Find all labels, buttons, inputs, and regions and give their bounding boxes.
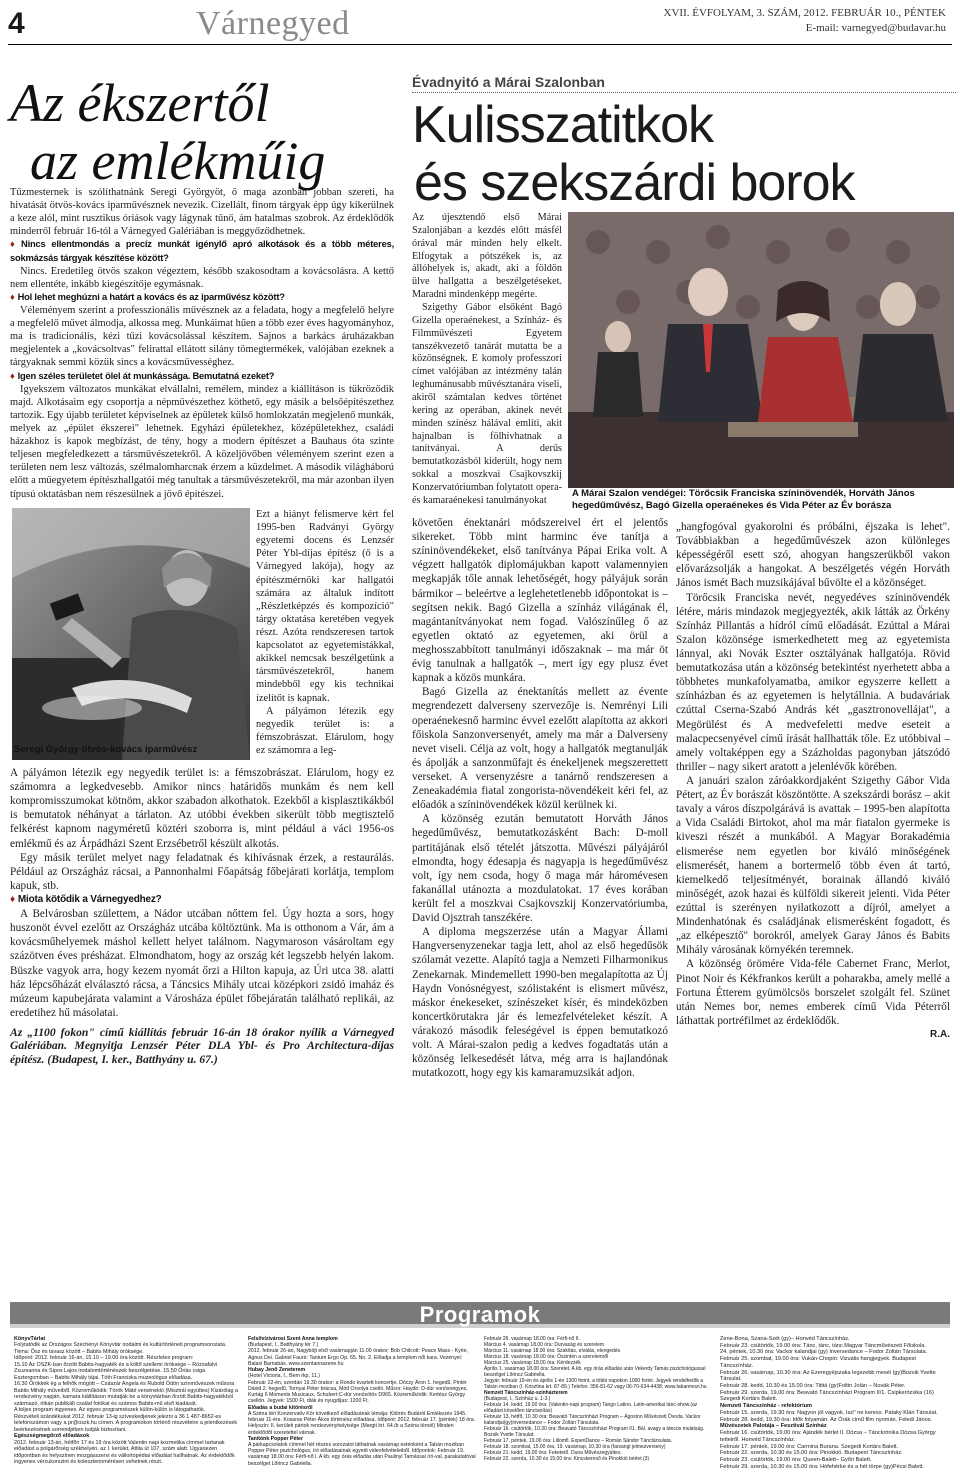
program-heading: Felsővízivárosi Szent Anna templom xyxy=(248,1336,338,1342)
diamond-icon: ♦ xyxy=(10,239,19,250)
page-number: 4 xyxy=(8,7,25,40)
program-item xyxy=(484,1426,712,1438)
answer: A Belvárosban születtem, a Nádor utcában nőttem fel. Úgy hozta a sors, hogy huszonöt évvel ezelőtt az Országház utcába költöztünk. Ma is otthonom a Vár, ám a kovácsműhelyemek máshol kellett helyet találnom. Nagymaroson vásároltam egy százötven éves présházat. Elmondhatom, hogy az ország két legszebb helyén lakom. Büszke vagyok arra, hogy kezem nyomát őrzi a Hilton kapuja, az Úri utca 38. alatti ház lépcsőházát elválasztó rácsa, a Táncsics Mihály utcai középkori zsidó imaház és múzeum kapubejárata valamint a Városháza épület főbejáratán található replikái, az eredetihez hű másolatai. xyxy=(10,908,394,1019)
paragraph: Ezt a hiányt felismerve kért fel 1995-ben Radványi György egyetemi docens és Lenzsér Péter Ybl-díjas építész (ő is a Várnegyed lakója), hogy az építészmérnöki kar hallgatói számára az általuk indított „Részletképzés és kompozíció" tárgy oktatása keretében vegyek részt. Azóta rendszeresen tartok kapcsolatot az egyetemistákkal, akikkel nemcsak beszélgetünk a társművészetekről, hanem mindebből egy kis technikai ízelítőt is kapnak. xyxy=(256,509,394,704)
program-text: Február 23. csütörtök, 19.00 óra: Tánc, tánc, tánc.Magyar Táncművészeti Főiskola. xyxy=(720,1342,926,1349)
program-text: Február 22-én, szerdán 19.30 órakor: a Rondo kvartett koncertje. Dóczy Áron 1. hegedű, Pintér Dávid 2. hegedű, Tornyai Péter brácsa, Mód Orsolya cselló. Műsor: Haydn: D-dúr vonósnégyes, Kurtág 6 Moments Musicaux, Schubert:C-dúr vonósötös D965. Közreműködik: Kertész György csellón. Jegyek: 1500 Ft, diák és nyugdíjas: 1200 Ft. xyxy=(248,1379,468,1405)
paragraph: A közönség ezután bemutatott Horváth János hegedűművész, bemutatkozásként Bach: D-moll partitájának első tételét játszotta. Művészi pályájáról elmondta, hogy édesapja és nagyapja is hegedűművész volt, így nem csoda, hogy ő maga már háromévesen fakanállal utánozta a mozdulatokat. 17 éves korában került fel a moszkvai Csajkovszkij Konzervatóriumba, David Ojsztrah tanszékére. xyxy=(412,813,668,925)
program-text: Február 26. vasárnap, 10.30 óra: Az Ezeregyéjszaka legszebb meséi (gy)Bozsik Yvette Társulat. xyxy=(720,1369,936,1383)
program-text: Február 29. szerda, 19.00 óra: Beavató Táncszínházi Program II/1. Csipkerózsika (16) Szegedi Kortárs Balett. xyxy=(720,1389,934,1403)
program-text: Február 22. szerda, 10.30 és 15.00 óra: Pinokkió. Budapest Táncszínház. xyxy=(720,1450,903,1457)
paragraph: Szigethy Gábor elsőként Bagó Gizella operaénekest, a Színház- és Filmművészeti Egyetem tanszékvezető tanárát mutatta be a közönségnek. E komoly professzori címet valójában az intézmény talán leghumánusabb művésztanára viseli, akiről számtalan kedves történet kering az operában, akinek nevét minden színész hálával említi, akit hajnalban is fölhívhatnak a tanítványai. A derűs bemutatkozásból kiderült, hogy nem sokkal a moszkvai Csajkovszkij Konzervatóriumban folytatott opera- és kamaraénekesi tanulmányokat xyxy=(412,302,562,506)
program-item xyxy=(248,1436,476,1467)
left-article-body-bottom xyxy=(10,766,394,1066)
question: ♦ Miota kötődik a Várnegyedhez? xyxy=(10,893,162,905)
program-text: 2012. február 13-án, hétfőn 17 és 19 óra között Valentin napi kozmetika címmel tartanak előadást a polgárőrség székhelyén, az I. kerület, Attila út 107. szám alatt. Ugyanezen időpontban és helyszínen mozgásszervi és vállortopédiai előadást hallhatnak. Az érdeklődők ingyenes vércukorszint és koleszterinmérésen vehetnek részt. xyxy=(14,1439,235,1466)
program-item xyxy=(720,1390,950,1403)
program-heading: Egészségmegőrző előadások xyxy=(14,1433,90,1440)
signature: R.A. xyxy=(930,1028,950,1040)
program-item xyxy=(720,1444,950,1451)
program-text: Március 11. vasárnap 18.00 óra: Szakítás, elválás, elengedés xyxy=(484,1348,621,1354)
programs-title: Programok xyxy=(419,1302,541,1327)
program-text: 15.10 Az OSZK-ban őrzött Babits-hagyaték és a költő szellemi öröksége – Rózsafalvi Zsuzsanna és Sipos Lajos irodalomtörténészek beszélgetése. 15.50 Óriás csiga Esztergomban – Babits Mihály tájai. Tóth Franciska muzeológus előadása. xyxy=(14,1361,218,1381)
program-text: 24. péntek, 10.30 óra: Vackor kalandjai (gy) Inversedance – Fodor Zoltán Társulata. xyxy=(720,1349,928,1356)
program-text: A párkapcsolatok címmel hét részes sorozatot láthatnak vasárnap esténként a Tabán moziban Popper Péter pszichológus, író előadásainak egyedi videofelvételeiből. Időpontok: Február 19. vasárnap 18.00 óra: Férfi-nő I. A kb. egy órás előadás után Paulinyi Tamással író-val, parakutatóval beszélget Lőrincz Gabriella. xyxy=(248,1441,476,1467)
program-item xyxy=(14,1433,240,1465)
program-text: Időpont: 2012. február 16-án, 15.10 – 19.00 óra között. Részletes program: xyxy=(14,1355,194,1362)
program-heading: KönyvTárlat xyxy=(14,1336,46,1342)
right-article-column-1 xyxy=(412,516,668,1080)
programs-column-2 xyxy=(248,1336,476,1467)
program-text: Március 4. vasárnap 18.00 óra: Durvaság és szerelem xyxy=(484,1342,605,1348)
programs-column-4 xyxy=(720,1336,950,1470)
issue-info xyxy=(664,6,946,36)
program-item xyxy=(720,1403,950,1416)
programs-column-1 xyxy=(14,1336,240,1466)
paragraph: Egy másik terület melyet nagy feladatnak és kihívásnak érzek, a restaurálás. Például az Országház rácsai, a Pannonhalmi Főapátság főbejárati korlátja, templom kapuk, stb. xyxy=(10,851,394,892)
program-text: Április 1. vasárnap 18.00 óra: Szeretet. A kb. egy órás előadás után Vekerdy Tamás pszichológussal beszélget Lőrincz Gabriella. xyxy=(484,1366,706,1378)
paragraph: „hangfogóval gyakorolni és próbálni, éjszaka is lehet". Továbbiakban a hegedűművészek azon különleges képességéről esett szó, ahogyan hangszerükből vakon elővarázsolják a hangokat. A beszélgetés végén Horváth János ismét Bach muzsikájával bűvölte el a közönséget. xyxy=(676,521,950,590)
program-heading: Nemzeti Táncszínház-színházterem xyxy=(484,1390,568,1396)
program-item xyxy=(720,1370,950,1383)
paragraph: Törőcsik Franciska nevét, negyedéves színinövendék létére, máris mindazok megjegyezték, akik látták az Örkény Színház Pillantás a hídról című előadását. Ezúttal a Márai Szalon közönsége ismerkedhetett meg az egyetemista lánnyal, aki Novák Eszter osztályának hallgatója. Rövid bemutatkozása után a közönség betekintést nyerhetett abba a többhetes munkafolyamatba, amikor egyszerre kellett a színházban és az egyetemen is helytállnia. A budaváriak czúttal Cserna-Szabó András két „gasztronovellájat", a Megörülést és A medvefeletti medve eseteit a malacpecsenyével című írását hallhatták tőle. Ez utóbbival – amely voltaképpen egy a Százholdas pagonyban játszódó thriller – nagy sikert aratott a jelenlévők körében. xyxy=(676,591,950,773)
title-line: Az ékszertől xyxy=(10,73,270,133)
program-item xyxy=(720,1417,950,1424)
program-item xyxy=(248,1405,476,1436)
masthead[interactable]: Várnegyed xyxy=(196,5,350,42)
diamond-icon: ♦ xyxy=(10,370,15,381)
program-heading: Hubay Jenő Zeneterem xyxy=(248,1367,306,1374)
paragraph-start: A pályámon létezik egy negyedik terület is: a fémszobrászat. Elárulom, hogy ez számomra a leg- xyxy=(256,705,394,756)
program-text: A Széna téri Konzervatív Kör következő előadásának témája: Kitörés Budáról Emlékezés 1945. február 11-ére. Kosaras Péter Ákos történész előadása. Időpont: 2012. február 17. (péntek) 18 óra. Helyszín: II. kerületi pártok rendezvényhelyisége (Margit krt. 64./b a Széna térnél) Minden érdeklődőt szeretettel várnak. xyxy=(248,1410,476,1436)
program-text: Február 13, hétfő, 10.30 óra: Beavató Táncszínházi Program – Ágoston Művészeti Óvoda. Vackor kalandjai(gy)inversedance – Fodor Zoltán Társulata. xyxy=(484,1414,701,1426)
program-item xyxy=(14,1414,240,1433)
blacksmith-photo xyxy=(12,508,250,760)
paragraph: követően énektanári módszereivel ért el jelentős sikereket. Több mint harminc éve tanítja a színinövendékeket, első tanítványa Pápai Erika volt. A végzett hallgatók diplomájukban kapott valamennyien megkapják tőle annak lehetőségét, hogy pályájuk során bármikor – beleértve a leglehetetlenebb időpontokat is – segítsen nekik. Bagó Gizella a színház világának él, magántanítványokat nem fogad. Valószínűleg ő az egyetlen oktató az egyetemen, aki örül a meghosszabbított tanulmányi időszaknak – ma már öt évig tanulnak a hallgatók –, mert így egy plusz évet kapnak a közös munkára. xyxy=(412,517,668,685)
blacksmith-photo-caption: Seregi György ötvös-kovács iparművész xyxy=(14,744,198,755)
diamond-icon: ♦ xyxy=(10,291,15,302)
left-article-title xyxy=(10,74,380,190)
program-text: Február 21. kedd, 19.00 óra: Feketető. Duna Művészegyüttes. xyxy=(484,1450,622,1456)
program-text: Február 22. szerda, 10.30 és 15.00 óra: Kincskereső és Pinokkió bérlet (3) xyxy=(484,1456,650,1462)
program-heading: Előadás a budai kitörésről xyxy=(248,1404,313,1411)
program-text: (Hotel Victoria, I., Bem rkp. 11.) xyxy=(248,1373,320,1380)
program-text: Február 17. péntek, 19.00 óra: Carmina Burana. Szegedi Kortárs Balett. xyxy=(720,1443,899,1450)
left-article-body-top xyxy=(10,186,394,501)
program-text: Február 17. péntek, 19.00 óra: Liliomfi. ExperiDance – Román Sándor Tánctársulata. xyxy=(484,1438,673,1444)
program-item xyxy=(248,1336,476,1348)
program-item xyxy=(484,1390,712,1402)
left-article-side-column xyxy=(256,508,394,757)
program-text: Jegyár: február 19-én és április 1-én 1300 forint, a többi napokon 1000 forint. Jegyek rendelhetők a Tabán moziban (I. Krisztina krt. 87-89.) Telefon: 356-81-62 vagy 06-70-634-4438; www.tabanmozi.hu xyxy=(484,1378,707,1390)
program-item xyxy=(720,1423,950,1443)
program-text: Február 28. kedd, 19.30 óra: Idők folyamán. Az Órák című film nyomán. Feledi János. xyxy=(720,1416,933,1423)
program-item xyxy=(484,1402,712,1414)
right-article-kicker: Évadnyitó a Márai Szalonban xyxy=(412,74,956,93)
program-text: Február 28. kedd, 10.30 és 15.00 óra: Tititá (gy)Foltin Jolán – Novák Péter. xyxy=(720,1383,906,1390)
paragraph: A közönség örömére Vida-féle Cabernet Franc, Merlot, Pinot Noir és Kékfrankos került a poharakba, amely mellé a Fortuna Étterem gyümölcsös borszelet szolgált fel. Szünet után Nemes bor, nemes emberek című Vida Péterről láthattak portréfilmet az érdeklődők. xyxy=(676,958,950,1027)
program-text: Február 29. szerda, 10.30 és 15.00 óra: Hófehérke és a hét törpe (gy)Pécsi Balett. xyxy=(720,1463,924,1470)
program-heading: Nemzeti Táncszínház - refektórium xyxy=(720,1403,813,1410)
program-item xyxy=(484,1414,712,1426)
program-text: Március 18. vasárnap 18.00 óra: Őszintén a szerelemről xyxy=(484,1354,609,1360)
header-rule xyxy=(8,44,952,45)
answer: Nincs. Eredetileg ötvös szakon végeztem, később szakosodtam a kovácsolásra. A kettő nem ellentéte, inkább kiegészítője egymásnak. xyxy=(10,265,394,290)
salon-photo-caption: A Márai Szalon vendégei: Törőcsik Franciska színinövendék, Horváth János hegedűművész, Bagó Gizella operaénekes és Vida Péter az Év borásza xyxy=(572,488,915,511)
right-article-intro-column xyxy=(412,212,562,508)
program-text: Február 25. szombat, 19.00 óra: Vukán-Chopin: Vizuális hangjegyek. Budapest Táncszínház. xyxy=(720,1356,916,1369)
salon-guests-photo xyxy=(568,212,954,488)
program-text: Március 25. vasárnap 18.00 óra: Kérdezzék xyxy=(484,1360,581,1366)
program-item xyxy=(248,1348,476,1367)
paragraph: A januári szalon záróakkordjaként Szigethy Gábor Vida Pétert, az Év borászát köszöntötte. A szekszárdi borász – akit tavaly a város díszpolgárává is avattak – 1995-ben alapította a Vida Családi Birtokot, ahol ma már fiatalon gyermeke is kiveszi részét a munkából. A Magyar Borakadémia elismerése nem egyetlen bor kiváló minőségének elismerését, hanem a bortermelő több éven át tartó, kiemelkedő teljesítményét, borainak állandó kiváló minőségét, azok hazai és külföldi sikereit jelenti. Vida Péter ezúttal is szerényen nyilatkozott a díjról, amelyet a Mindenhatónak és családjának elismerésként fogadott, és „az elképesztő" borokról, amelyek Garay János és Babits Mihály városának környékén teremnek. xyxy=(676,774,950,957)
program-item xyxy=(720,1356,950,1369)
program-item xyxy=(720,1343,950,1350)
program-text: (Budapest, I., Színház u. 1-3.) xyxy=(484,1396,551,1402)
program-item xyxy=(14,1381,240,1407)
program-item xyxy=(720,1457,950,1464)
program-item xyxy=(248,1380,476,1405)
program-item xyxy=(720,1464,950,1471)
program-item xyxy=(14,1362,240,1381)
program-item xyxy=(720,1336,950,1343)
answer: Igyekszem változatos munkákat elvállalni, remélem, mindez a kiállításon is tükröződik majd. Alkotásaim egy csoportja a népművészethez köthető, egy másik a belsőépítészethez tartozik. Egy újabb területet képviselnek az épületek külső homlokzatán megjelenő munkák, melyek az „épület ékszerei" lehetnek. Egyházi épületekhez, középületekhez, családi házakhoz is kapok megbízást, de tény, hogy a modern építészet a Bauhaus óta szinte teljesen megfeledkezett a társművészetekről. A közeljövőben véleményem szerint ezen a területen nem lesz változás, szélmalomharcnak érzem a küzdelmet. A második világháború előtt a műegyetem építészhallgatói még tanultak a társművészetekről, ma már azonban ilyen típusú oktatásban nem részesülnek a jövő építészei. xyxy=(10,383,394,500)
program-heading: Tanítónk Popper Péter xyxy=(248,1435,303,1442)
program-item xyxy=(720,1383,950,1390)
program-text: Február 16. csütörtök, 10.30 óra: Beavató Táncszínházi Program I/1. Bál, avagy a táncos mulatság. Bozsik Yvette Társulat. xyxy=(484,1426,705,1438)
program-text: A teljes program ingyenes. Az egyes programrészek külön-külön is látogathatók. xyxy=(14,1407,206,1414)
program-item xyxy=(484,1456,712,1462)
title-line: Kulisszatitkok xyxy=(412,96,713,154)
title-line: az emlékműig xyxy=(30,131,326,191)
program-text: Február 16. csütörtök, 19.00 óra: Ajándék bérlet II. Dózsa – Tánckrónika Dózsa György tetteiről. Honvéd Táncszínház. xyxy=(720,1430,936,1443)
program-item xyxy=(14,1336,240,1355)
answer: Véleményem szerint a professzionális művésznek az a feladata, hogy a megfelelő helyre a megfelelő művet álmodja, alkossa meg. Munkáimat hűen a több ezer éves hagyományhoz, ma is tradicionális, kézi tűzi kovácsolással készítem. Sajnos a barkács áruházakban megjelentek a „kovácsoltvas" felirattal ellátott silány tömegtermékek, valójában ezeknek a tárgyaknak semmi közük sincs a kovácsművességhez. xyxy=(10,304,394,369)
program-item xyxy=(248,1367,476,1379)
program-text: 16.30 Örökkék ég a felhők mögött – Császár Angela és Rubold Ödön színművészek műsora Babits Mihály műveiből. Közreműködik: Török Máté versénekló (Misztrál együttes) Kizárólag a rendezvény napján, kamara kiállításon mutatják be a könyvtárban őrzött Babits-hagyatékból származó, ritkán publikált család fotókat és számos Babits-mű első kiadását. xyxy=(14,1381,239,1407)
program-text: Február 18. szombat, 15.00 óra, 19. vasárnap, 10.30 óra (farsangi jelmezverseny) xyxy=(484,1444,666,1450)
program-text: Zene-Bona, Szana-Szét (gy)– Honvéd Táncszínház. xyxy=(720,1336,850,1342)
salon-illustration xyxy=(568,212,954,488)
program-text: Részvételi szándékukat 2012. február 13-ig szíveskedjenek jelezni a 36 1 487-8652-es telefonszámon vagy a pr@oszk.hu címen. A programokon történő részvételre a jelentkezések beérkezésének sorrendjében tudják biztosítani. xyxy=(14,1413,238,1433)
program-text: Február 26. vasárnap 18.00 óra: Férfi-nő II. xyxy=(484,1336,580,1342)
program-text: Február 14. kedd, 19.00 óra: (Valentin-napi program) Tango Latino. Latin-amerikai tánc-show.(az előadást követően tánctanítás) xyxy=(484,1402,698,1414)
diamond-icon: ♦ xyxy=(10,893,15,905)
programs-banner xyxy=(10,1302,950,1328)
closing-note: Az „1100 fokon" című kiállítás február 16-án 18 órakor nyílik a Várnegyed Galériában. Megnyitja Lenzsér Péter DLA Ybl- és Pro Architectura-díjas építész. (Budapest, I. ker., Batthyány u. 67.) xyxy=(10,1025,394,1066)
email-link[interactable]: E-mail: varnegyed@budavar.hu xyxy=(805,22,946,34)
lead-paragraph: Tűzmesternek is szólíthatnánk Seregi Györgyöt, ő maga azonban jobban szereti, ha hivatását ötvös-kovács iparművésznek nevezik. Cizellált, finom tárgyak épp úgy kikerülnek a keze alól, mint rusztikus óriások vagy lágynak tűnő, ám hatalmas szobrok. Az érdeklődők minderről február 16-tól a Várnegyed Galériában is meggyőződhetnek. xyxy=(10,187,394,238)
programs-column-3 xyxy=(484,1336,712,1462)
paragraph: Az újesztendő első Márai Szalonjában a kezdés előtt másfél órával már minden hely elkelt. Elfogytak a pótszékek is, az állóhelyek is, akadt, aki a földön ülve hallgatta a beszélgetéseket. Maradni mindenképp megérte. xyxy=(412,212,562,301)
program-item xyxy=(484,1378,712,1390)
program-text: (Budapest, I., Batthyány tér 7.) xyxy=(248,1342,319,1349)
program-text: Folytatódik az Országos Széchényi Könyvtár irodalmi és kultúrtörténeti programsorozata. Téma: Ősz és tavasz között – Babits Mihály öröksége. xyxy=(14,1342,227,1355)
program-text: 2012. február 26-án, Nagyböjt első vasárnapján 11.00 órakor: Bob Chilcott: Peace Mass - Kyrie, Agnus Dei. Gabriel Fauré: Tantum Ergo Op. 65. No. 2. Előadja a templom női kara. Vezényel: Balasi Barnabás. www.szentannazene.hu xyxy=(248,1348,468,1367)
right-article-title xyxy=(412,96,855,212)
paragraph: A diploma megszerzése után a Magyar Állami Hangversenyzenekar tagja lett, ahol az első hegedűsök szólamát vezette. Alapító tagja a Nemzeti Filharmonikus Zenekarnak. Mindemellett 1990-ben megalapította az Új Haydn Vonósnégyest, szólistaként is elismert művész, máskor énekeseket, színészeket kísér, és mindeközben koncertkörutakra jár és lemezfelvételeket készít. A várakozó második feleségével is éppen bemutatkozó volt. A Márai-szalon pedig a kedves fogadtatás után a közönség lelkesedését látva, még arra is hajlandónak mutatkozott, hogy egy kis kamaramuzsikát adjon. xyxy=(412,926,668,1080)
right-article-column-2 xyxy=(676,520,950,1042)
question: ♦ Hol lehet meghúzni a határt a kovács és az iparművész között? xyxy=(10,291,285,302)
program-item xyxy=(484,1366,712,1378)
question: ♦ Igen széles területet ölel át munkássága. Bemutatná ezeket? xyxy=(10,370,275,381)
issue-line: XVII. ÉVFOLYAM, 3. SZÁM, 2012. FEBRUÁR 10., PÉNTEK xyxy=(663,7,946,19)
question: ♦ Nincs ellentmondás a precíz munkát igénylő apró alkotások és a több méteres, sokmázsás tárgyak készítése között? xyxy=(10,239,394,263)
paragraph: A pályámon létezik egy negyedik terület is: a fémszobrászat. Elárulom, hogy ez számomra a legkedvesebb. Amikor nincs határidős munkám és nem kell kompromisszumokat kötnöm, akkor szabadon alkothatok. Ezekből a kisplasztikákból is bemutatok néhányat a tárlaton. Az utóbbi években sikerült több megtisztelő felkérést kapnom nagyméretű köztéri szoborra is, mint például a váci 1956-os emlékmű és az Árpádházi Szent Erzsébetről készült alkotás. xyxy=(10,767,394,850)
program-heading: Művészetek Palotája – Fesztivál Színház xyxy=(720,1423,827,1430)
program-text: Február 23. csütörtök, 19.00 óra: Queen-Balett– Győri Balett. xyxy=(720,1456,872,1463)
program-text: Február 15. szerda, 19.30 óra: Nagyon jól vagyok, Isz!' ne keress. Pataky Klári Társulat. xyxy=(720,1409,938,1416)
blacksmith-illustration xyxy=(12,508,250,760)
program-item xyxy=(720,1450,950,1457)
program-item xyxy=(720,1349,950,1356)
title-line: és szekszárdi borok xyxy=(414,154,855,212)
paragraph: Bagó Gizella az énektanítás mellett az évente megrendezett dalverseny szervezője is. Nemrényi Lili operaénekesnő harminc évvel ezelőtt alapította az akkori főiskola Sanzonversenyét, amely ma már a Dalverseny nevet viseli. Célja az volt, hogy a hallgatók megtanulják és ápolják a sanzonműfajt és énekeljenek megszerettett verseket. A versenyzésre a tanárnő rendszeresen a Zeneakadémia fiatal zongorista-növendékeit kéri fel, az előadók a színinövendékek közül kerülnek ki. xyxy=(412,686,668,812)
